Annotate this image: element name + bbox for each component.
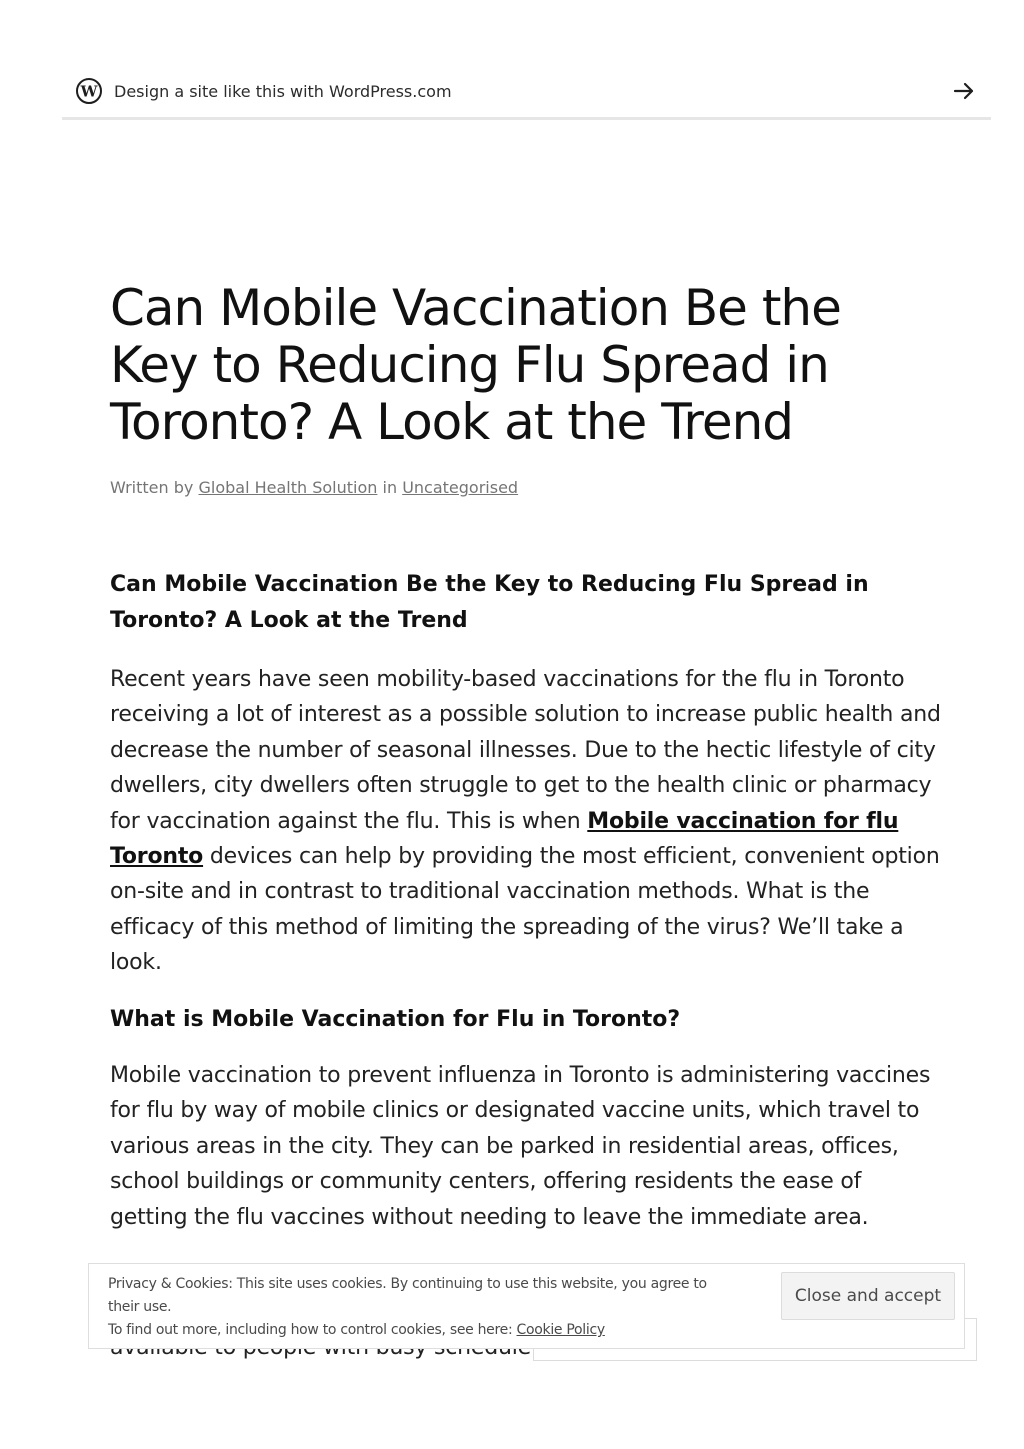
paragraph-intro-text-2: devices can help by providing the most efficient, convenient option on-site and in contrast to traditional vaccination methods. What is the efficacy of this method of limiting the spreading of the virus? We’ll take a look. bbox=[110, 844, 940, 976]
mobile-vaccination-link[interactable]: Mobile vaccination for flu Toronto bbox=[110, 808, 899, 870]
close-and-accept-button[interactable]: Close and accept bbox=[781, 1272, 955, 1320]
design-site-link[interactable]: Design a site like this with WordPress.com bbox=[114, 82, 452, 101]
arrow-right-icon[interactable] bbox=[952, 79, 976, 103]
cookie-banner bbox=[88, 1263, 965, 1349]
wordpress-logo-icon[interactable] bbox=[76, 78, 102, 104]
cookie-policy-link[interactable]: Cookie Policy bbox=[516, 1322, 605, 1338]
paragraph-definition: Mobile vaccination to prevent influenza in Toronto is administering vaccines for flu by way of mobile clinics or designated vaccine units, which travel to various areas in the city. They can be parked in residential areas, offices, school buildings or community centers, offering residents the ease of getting the flu vaccines without needing to leave the immediate area. bbox=[110, 1063, 931, 1230]
byline-in: in bbox=[382, 478, 398, 497]
paragraph-intro bbox=[110, 662, 945, 981]
category-link[interactable]: Uncategorised bbox=[402, 478, 519, 497]
svg-text:W: W bbox=[80, 82, 98, 101]
cookie-notice-text bbox=[108, 1273, 728, 1342]
paragraph-intro-text-1: Recent years have seen mobility-based vaccinations for the flu in Toronto receiving a lot of interest as a possible solution to increase public health and decrease the number of seasonal illnesses. Due to the hectic lifestyle of city dwellers, city dwellers often struggle to get to the health clinic or pharmacy for vaccination against the flu. This is when bbox=[110, 667, 941, 834]
content-heading-2: What is Mobile Vaccination for Flu in Toronto? bbox=[110, 1007, 681, 1032]
content-heading-1: Can Mobile Vaccination Be the Key to Reducing Flu Spread in Toronto? A Look at the Trend bbox=[110, 572, 869, 633]
post-byline bbox=[110, 478, 518, 497]
byline-prefix: Written by bbox=[110, 478, 194, 497]
cookie-notice-line-1: Privacy & Cookies: This site uses cookies. By continuing to use this website, you agree to their use. bbox=[108, 1276, 707, 1315]
author-link[interactable]: Global Health Solution bbox=[198, 478, 378, 497]
cookie-notice-line-2 bbox=[108, 1319, 728, 1342]
cookie-notice-line-2-prefix: To find out more, including how to control cookies, see here: bbox=[108, 1322, 513, 1338]
wpcom-top-bar bbox=[62, 62, 991, 120]
post-title: Can Mobile Vaccination Be the Key to Reducing Flu Spread in Toronto? A Look at the Trend bbox=[110, 279, 841, 451]
